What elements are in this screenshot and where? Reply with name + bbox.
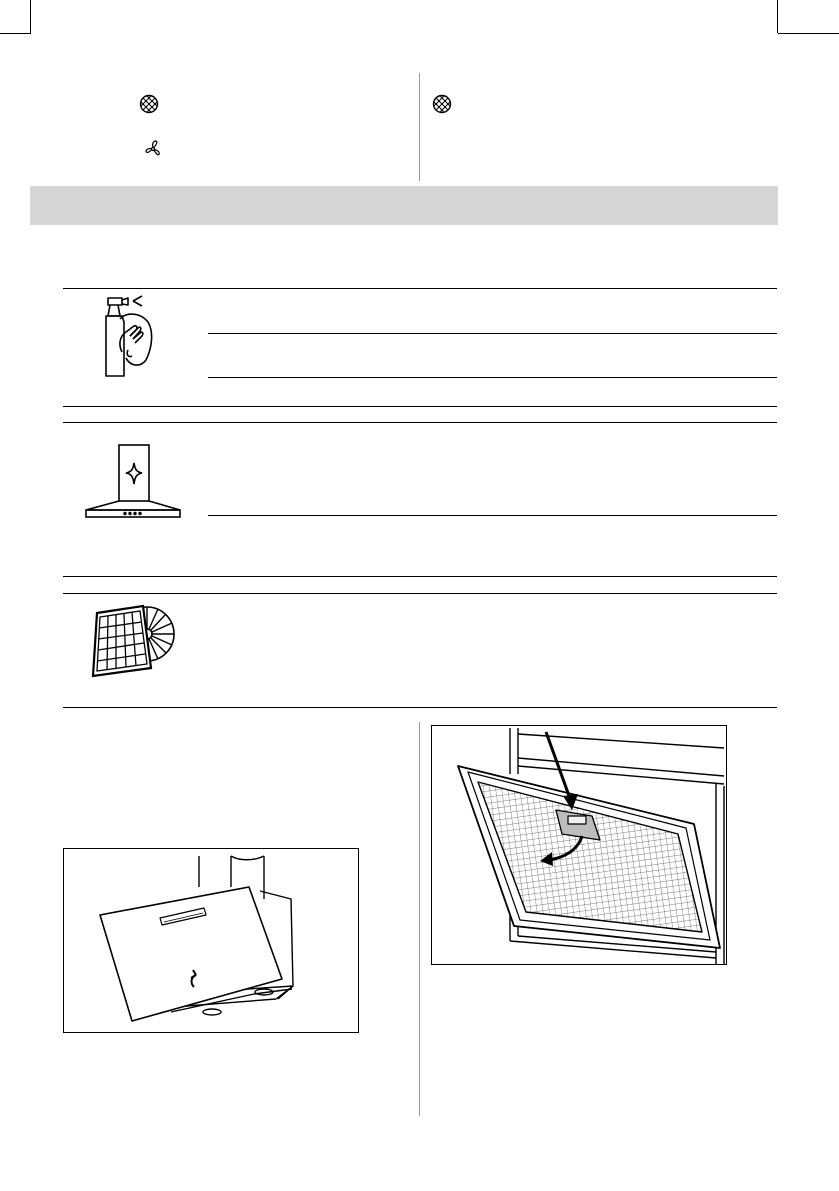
grease-filter-icon (139, 94, 159, 114)
hood-clean-icon (84, 443, 182, 519)
table-rule (63, 422, 777, 423)
carbon-filter-icon (81, 598, 177, 682)
column-divider (419, 73, 420, 181)
hood-panel-open-illustration (63, 848, 359, 1033)
table-rule (63, 288, 777, 289)
table-rule (63, 707, 777, 708)
crop-mark (30, 0, 31, 33)
grease-filter-icon (432, 94, 452, 114)
column-divider (419, 722, 420, 1116)
crop-mark (778, 33, 839, 34)
section-header-band (30, 186, 778, 225)
table-rule (63, 576, 777, 577)
table-rule (63, 406, 777, 407)
table-rule (208, 515, 777, 516)
fan-icon (143, 139, 163, 159)
crop-mark (777, 0, 778, 33)
table-rule (208, 377, 777, 378)
crop-mark (0, 33, 31, 34)
table-rule (63, 593, 777, 594)
filter-removal-illustration (431, 725, 727, 965)
cleaning-spray-icon (100, 292, 162, 378)
table-rule (208, 333, 777, 334)
